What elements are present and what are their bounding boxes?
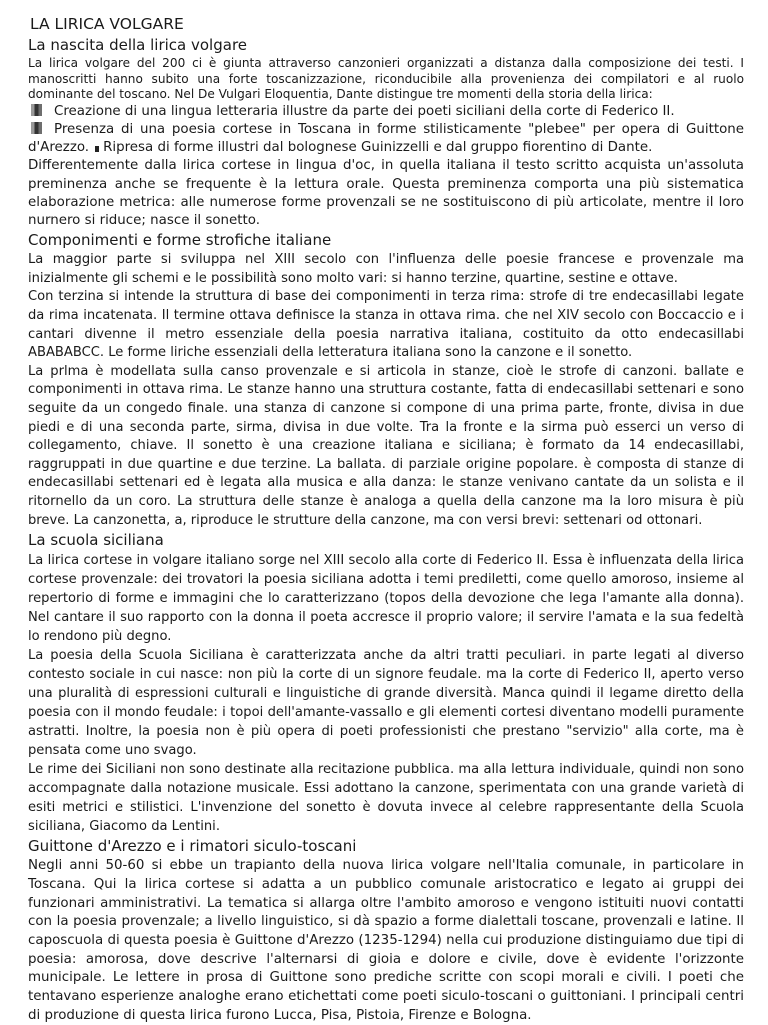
paragraph: La poesia della Scuola Siciliana è caratterizzata anche da altri tratti peculiari. in parte legati al diverso contesto sociale in cui nasce: non più la corte di un signore feudale. ma la corte di Federico II, aperto verso una pluralità di espressioni culturali e linguistiche di grande diversità. Manca quindi il legame diretto della poesia con il mondo feudale: i topoi dell'amante-vassallo e gli elementi cortesi diventano modelli puramente astratti. Inoltre, la poesia non è più opera di poeti professionisti che prestano "servizio" alla corte, ma è pensata come uno svago.: [28, 648, 744, 759]
paragraph: Con terzina si intende la struttura di base dei componimenti in terza rima: strofe di tre endecasillabi legate da rima incatenata. Il termine ottava definisce la stanza in ottava rima. che nel XIV secolo con Boccaccio e i cantari divenne il metro essenziale della poesia narrativa italiana, costituito da otto endecasillabi ABABABCC. Le forme liriche essenziali della letteratura italiana sono la canzone e il sonetto.: [28, 289, 744, 361]
paragraph: Le rime dei Siciliani non sono destinate alla recitazione pubblica. ma alla lettura individuale, quindi non sono accompagnate dalla notazione musicale. Essi adottano la canzone, sperimentata con una grande varietà di esiti metrici e stilistici. L'invenzione del sonetto è dovuta invece al celebre rappresentante della Scuola siciliana, Giacomo da Lentini.: [28, 762, 744, 835]
document-title: LA LIRICA VOLGARE: [30, 15, 184, 33]
square-bullet-icon: [31, 104, 42, 116]
paragraph: La maggior parte si sviluppa nel XIII secolo con l'influenza delle poesie francese e provenzale ma inizialmente gli schemi e le possibilità sono molto vari: si hanno terzine, quartine, sestine e ottave.: [28, 252, 744, 286]
paragraph: La lirica cortese in volgare italiano sorge nel XIII secolo alla corte di Federico II. Essa è influenzata della lirica cortese provenzale: dei trovatori la poesia siciliana adotta i temi prediletti, come quello amoroso, insieme al repertorio di forme e immagini che lo caratterizzano (topos della devozione che lega l'amante alla donna). Nel cantare il suo rapporto con la donna il poeta accresce il proprio valore; il servire l'amata e la sua fedeltà lo rendono più degno.: [28, 553, 744, 645]
list-item: [28, 121, 744, 157]
paragraph: La prlma è modellata sulla canso provenzale e si articola in stanze, cioè le strofe di canzoni. ballate e componimenti in ottava rima. Le stanze hanno una struttura costante, fatta di endecasillabi settenari e sono seguite da un congedo finale. una stanza di canzone si compone di una prima parte, fronte, divisa in due piedi e di una seconda parte, sirma, divisa in due volte. Tra la fronte e la sirma può esserci un verso di collegamento, chiave. Il sonetto è una creazione italiana e siciliana; è formato da 14 endecasillabi, raggruppati in due quartine e due terzine. La ballata. di parziale origine popolare. è composta di stanze di endecasillabi settenari ed è legata alla musica e alla danza: le stanze venivano cantate da un solista e il ritornello da un coro. La struttura delle stanze è analoga a quella della canzone ma la loro misura è più breve. La canzonetta, a, riproduce le strutture della canzone, ma con versi brevi: settenari od ottonari.: [28, 363, 744, 528]
list-item-text: Ripresa di forme illustri dal bolognese Guinizzelli e dal gruppo fiorentino di Dante.: [103, 140, 653, 156]
section-heading-guittone: Guittone d'Arezzo e i rimatori siculo-toscani: [28, 837, 357, 856]
section-heading-componimenti: Componimenti e forme strofiche italiane: [28, 231, 332, 250]
dot-bullet-icon: [95, 146, 99, 152]
list-item-text: Creazione di una lingua letteraria illustre da parte dei poeti siciliani della corte di Federico II.: [54, 103, 675, 119]
section-heading-nascita: La nascita della lirica volgare: [28, 36, 248, 54]
square-bullet-icon: [31, 122, 42, 134]
paragraph: Differentemente dalla lirica cortese in lingua d'oc, in quella italiana il testo scritto acquista un'assoluta preminenza anche se frequente è la lettura orale. Questa preminenza comporta una più sistematica elaborazione metrica: alle numerose forme provenzali se ne sostituiscono di più articolate, mentre il loro nurnero si riduce; nasce il sonetto.: [28, 158, 744, 228]
section-heading-scuola-siciliana: La scuola siciliana: [28, 531, 164, 550]
paragraph: Negli anni 50-60 si ebbe un trapianto della nuova lirica volgare nell'Italia comunale, in particolare in Toscana. Qui la lirica cortese si adatta a un pubblico comunale aristocratico e legato ai gruppi dei funzionari amministrativi. La tematica si allarga oltre l'ambito amoroso e vengono istituiti nuovi contatti con la poesia provenzale; a livello linguistico, si dà spazio a forme dialettali toscane, provenzali e latine. Il caposcuola di questa poesia è Guittone d'Arezzo (1235-1294) nella cui produzione distinguiamo due tipi di poesia: amorosa, dove descrive l'alternarsi di gioia e dolore e civile, dove è evidente l'orizzonte municipale. Le lettere in prosa di Guittone sono prediche scritte con scopi morali e civili. I poeti che tentavano esperienze analoghe erano etichettati come poeti siculo-toscani o guittoniani. I principali centri di produzione di questa lirica furono Lucca, Pisa, Pistoia, Firenze e Bologna.: [28, 858, 744, 1023]
list-item-text: Presenza di una poesia cortese in Toscana in forme stilisticamente "plebee" per opera di Guittone d'Arezzo.: [28, 121, 744, 156]
intro-paragraph: La lirica volgare del 200 ci è giunta attraverso canzonieri organizzati a distanza dalla composizione dei testi. I manoscritti hanno subito una forte toscanizzazione, riconducibile alla provenienza dei compilatori e al ruolo dominante del toscano. Nel De Vulgari Eloquentia, Dante distingue tre momenti della storia della lirica:: [28, 56, 744, 102]
list-item: [28, 103, 744, 121]
